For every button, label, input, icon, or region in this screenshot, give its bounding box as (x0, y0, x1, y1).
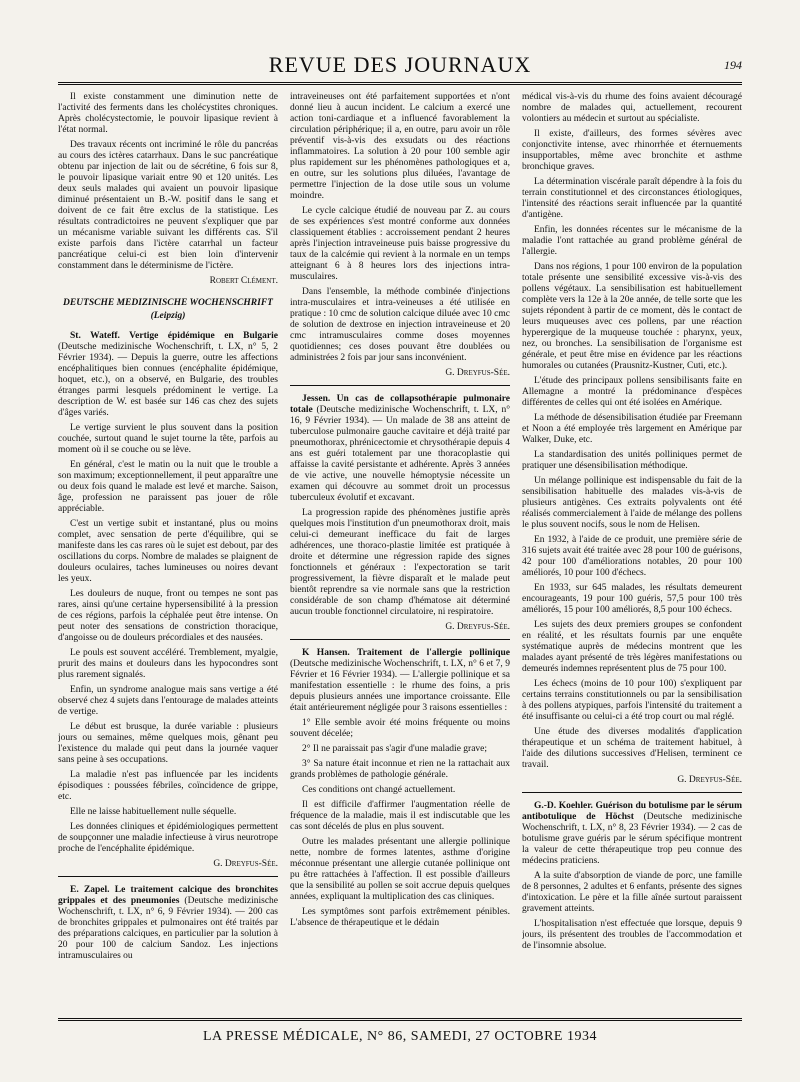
paragraph: Il existe, d'ailleurs, des formes sévères avec conjonctivite intense, avec rhinorrhée et éternuements insupportables, même avec bronchite et asthme bronchique graves. (522, 129, 742, 172)
article-heading: St. Wateff. Vertige épidémique en Bulgarie (70, 331, 278, 341)
divider (290, 385, 510, 386)
divider (522, 792, 742, 793)
paragraph: 2° Il ne paraissait pas s'agir d'une maladie grave; (302, 744, 488, 754)
paragraph: L'étude des principaux pollens sensibilisants faite en Allemagne a montré la prédominance d'espèces différentes de celles qui ont été isolées en Amérique. (522, 376, 742, 408)
paragraph: Les symptômes sont parfois extrêmement pénibles. L'absence de thérapeutique et le dédain (290, 907, 510, 928)
paragraph: L'hospitalisation n'est effectuée que lorsque, depuis 9 jours, ils présentent des troubles de l'accommodation et de l'insomnie absolue. (522, 919, 742, 951)
paragraph: Les données cliniques et épidémiologiques permettent de soupçonner une maladie infectieuse à virus neurotrope proche de l'encéphalite épidémique. (58, 822, 278, 854)
article-paragraph (290, 394, 510, 504)
paragraph: Il est difficile d'affirmer l'augmentation réelle de fréquence de la maladie, mais il est indiscutable que les cas sont décelés de plus en plus souvent. (290, 800, 510, 832)
paragraph: 3° Sa nature était inconnue et rien ne la rattachait aux grands problèmes de pathologie générale. (290, 759, 510, 780)
paragraph: En 1932, à l'aide de ce produit, une première série de 316 sujets avait été traitée avec 28 pour 100 de guérisons, 42 pour 100 d'améliorations notables, 20 pour 100 améliorés, 10 pour 100 d'échecs. (522, 535, 742, 578)
paragraph: Elle ne laisse habituellement nulle séquelle. (70, 807, 237, 817)
author-signature: G. Dreyfus-Sée. (677, 775, 742, 785)
footer-publication-line: LA PRESSE MÉDICALE, N° 86, SAMEDI, 27 OCTOBRE 1934 (58, 1018, 742, 1045)
paragraph: Les douleurs de nuque, front ou tempes ne sont pas rares, ainsi qu'une certaine hypersensibilité à la pression de ces régions, parfois la céphalée peut être intense. On peut noter des sensations de constriction thoracique, d'angoisse ou de douleurs précordiales et des nausées. (58, 589, 278, 643)
paragraph: La maladie n'est pas influencée par les incidents épisodiques : poussées fébriles, coïncidence de grippe, etc. (58, 770, 278, 802)
author-signature: Robert Clément. (209, 276, 278, 286)
paragraph: Des travaux récents ont incriminé le rôle du pancréas au cours des ictères catarrhaux. Dans le suc pancréatique obtenu par injection de lait ou de sécrétine, 6 fois sur 8, le pouvoir lipasique variait entre 90 et 120 unités. Les deux seuls malades qui avaient un pouvoir lipasique diminué présentaient un B.-W. positif dans le sang et doivent de ce fait être exclus de la statistique. Les résultats contradictoires ne peuvent s'expliquer que par un mécanisme variable suivant les différents cas. S'il existe parfois dans l'ictère catarrhal un facteur pancréatique celui-ci est bien loin d'intervenir constamment dans le déterminisme de l'ictère. (58, 140, 278, 271)
paragraph: La détermination viscérale paraît dépendre à la fois du terrain constitutionnel et des circonstances étiologiques, l'intensité des réactions serait influencée par la quantité d'antigène. (522, 177, 742, 220)
article-paragraph (58, 331, 278, 419)
article-heading: Jessen. Un cas de collapsothérapie pulmonaire totale (290, 394, 510, 415)
paragraph: Outre les malades présentant une allergie pollinique nette, nombre de formes latentes, asthme d'origine méconnue présentant une allergie cutanée pollinique ont pu être rattachées à l'affection. Il est possible d'ailleurs que la sensibilité au pollen se soit accrue depuis quelques années, expliquant la multiplication des cas cliniques. (290, 837, 510, 902)
column-1 (58, 92, 278, 1012)
masthead (58, 48, 742, 85)
paragraph: Dans nos régions, 1 pour 100 environ de la population totale présente une sensibilité excessive vis-à-vis des pollens végétaux. La sensibilisation est habituellement complète vers la 12e à la 20e année, de telle sorte que les sujets répondent à partir de ce moment, dès le contact de leurs muqueuses avec ces pollens, par une réaction hyperergique de la muqueuse touchée : pharynx, yeux, nez, ou bronches. La sensibilisation de l'organisme est générale, et peut être mise en évidence par les réactions humorales ou cutanées (Prausnitz-Kustner, Cuti, etc.). (522, 262, 742, 371)
paragraph: En 1933, sur 645 malades, les résultats demeurent encourageants, 19 pour 100 guéris, 57,5 pour 100 très améliorés, 15 pour 100 améliorés, 8,5 pour 100 échecs. (522, 583, 742, 615)
paragraph: Le cycle calcique étudié de nouveau par Z. au cours de ses expériences s'est montré conforme aux données classiquement établies : accroissement pendant 2 heures après l'injection intraveineuse puis baisse progressive du taux de la calcémie qui revient à la normale en un temps atteignant 6 à 8 heures lors des injections intra-musculaires. (290, 206, 510, 282)
column-2 (290, 92, 510, 1012)
divider (58, 876, 278, 877)
article-heading: G.-D. Koehler. Guérison du botulisme par le sérum antibotulique de Höchst (522, 801, 742, 822)
page-title: REVUE DES JOURNAUX (268, 52, 532, 77)
paragraph: Le début est brusque, la durée variable : plusieurs jours ou semaines, même quelques mois, gênant peu l'existence du malade qui peut dans la journée vaquer sans peine à ses occupations. (58, 722, 278, 765)
column-3 (522, 92, 742, 1012)
divider (290, 639, 510, 640)
paragraph: A la suite d'absorption de viande de porc, une famille de 8 personnes, 2 adultes et 6 enfants, présente des signes d'intoxication. Le père et la fille aînée surtout paraissent gravement atteints. (522, 871, 742, 914)
section-heading: DEUTSCHE MEDIZINISCHE WOCHENSCHRIFT (Leipzig) (63, 298, 273, 321)
paragraph: intraveineuses ont été parfaitement supportées et n'ont donné lieu à aucun incident. Le calcium a exercé une action toni-cardiaque et a influencé favorablement la circulation périphérique; il a, en outre, paru avoir un rôle préventif vis-à-vis des exsudats ou des réactions inflammatoires. La solution à 20 pour 100 semble agir plus rapidement sur les phénomènes pathologiques et a, en outre, sur les solutions plus diluées, l'avantage de permettre l'injection de la dose utile sous un volume moindre. (290, 92, 510, 201)
article-paragraph (522, 801, 742, 867)
paragraph: Les sujets des deux premiers groupes se confondent en réalité, et les résultats fournis par une enquête systématique auprès de médecins montrent que les malades ayant présenté de très légères manifestations ou demeurés indemnes représentent plus de 75 pour 100. (522, 620, 742, 674)
paragraph: Le vertige survient le plus souvent dans la position couchée, surtout quand le sujet tourne la tête, parfois au moment où il se couche ou se lève. (58, 423, 278, 455)
article-text: (Deutsche medizinische Wochenschrift, t. LX, n° 6, 9 Février 1934). — 200 cas de bronchites grippales et pulmonaires ont été traités par des préparations calciques, en particulier par la solution à 20 pour 100 de calcium Sandoz. Les injections intramusculaires ou (58, 896, 278, 961)
paragraph: La progression rapide des phénomènes justifie après quelques mois l'institution d'un pneumothorax droit, mais celui-ci demeurant inefficace du fait de larges adhérences, une thoraco-plastie limitée est pratiquée à droite et détermine une régression rapide des signes fonctionnels et généraux : l'expectoration se tarit progressivement, la fièvre disparaît et le malade peut bientôt reprendre sa vie normale sans que la restriction considérable de son champ d'hématose ait déterminé aucun trouble fonctionnel circulatoire, ni respiratoire. (290, 508, 510, 617)
article-text: (Deutsche medizinische Wochenschrift, t. LX, n° 6 et 7, 9 Février et 16 Février 1934). — L'allergie pollinique et sa manifestation essentielle : le rhume des foins, a pris depuis plusieurs années une importance croissante. Elle était antérieurement négligée pour 3 raisons essentielles : (290, 659, 510, 713)
page-number: 194 (724, 58, 742, 72)
author-signature: G. Dreyfus-Sée. (213, 859, 278, 869)
article-paragraph (290, 648, 510, 714)
paragraph: Enfin, les données récentes sur le mécanisme de la maladie l'ont rattachée au grand problème général de l'allergie. (522, 225, 742, 257)
article-text: (Deutsche medizinische Wochenschrift, t. LX, n° 8, 23 Février 1934). — 2 cas de botulisme grave guéris par le sérum spécifique montrent la valeur de cette thérapeutique trop peu connue des médecins praticiens. (522, 812, 742, 866)
text-columns (58, 92, 742, 1012)
paragraph: La standardisation des unités polliniques permet de pratiquer une désensibilisation méthodique. (522, 450, 742, 471)
author-signature: G. Dreyfus-Sée. (445, 368, 510, 378)
article-text: (Deutsche medizinische Wochenschrift, t. LX, n° 16, 9 Février 1934). — Un malade de 38 ans atteint de tuberculose pulmonaire gauche cavitaire et déjà traité par pneumothorax, phrénicectomie et chrysothérapie depuis 4 ans est guéri totalement par une thoracoplastie qui affaisse la cavité persistante et adhérente. Après 3 années de vie active, une nouvelle hémoptysie nécessite un examen qui découvre au sommet droit un processus tuberculeux évolutif et excavant. (290, 405, 510, 503)
paragraph: Un mélange pollinique est indispensable du fait de la sensibilisation habituelle des malades vis-à-vis de plusieurs antigènes. Ces extraits polyvalents ont été réalisés commercialement à l'aide de mélange des pollens le plus souvent nocifs, sous le nom de Helisen. (522, 476, 742, 530)
paragraph: En général, c'est le matin ou la nuit que le trouble a son maximum; exceptionnellement, il peut apparaître une ou deux fois quand le malade est levé et marche. Saison, âge, profession ne paraissent pas jouer de rôle appréciable. (58, 460, 278, 514)
paragraph: 1° Elle semble avoir été moins fréquente ou moins souvent décelée; (290, 718, 510, 739)
paragraph: Les échecs (moins de 10 pour 100) s'expliquent par certains terrains constitutionnels ou par la sensibilisation à des pollens atypiques, parfois l'intensité du traitement a été insuffisante ou celui-ci a été trop court ou mal réglé. (522, 679, 742, 722)
article-heading: K Hansen. Traitement de l'allergie pollinique (302, 648, 510, 658)
author-signature: G. Dreyfus-Sée. (445, 622, 510, 632)
paragraph: Le pouls est souvent accéléré. Tremblement, myalgie, prurit des mains et douleurs dans les hypocondres sont plus rarement signalés. (58, 648, 278, 680)
article-paragraph (58, 885, 278, 962)
paragraph: Une étude des diverses modalités d'application thérapeutique et un schéma de traitement habituel, à l'aide des dilutions successives d'Helisen, terminent ce travail. (522, 727, 742, 770)
article-text: (Deutsche medizinische Wochenschrift, t. LX, n° 5, 2 Février 1934). — Depuis la guerre, outre les affections encéphalitiques bien connues (encéphalite épidémique, hoquet, etc.), on a observé, en Bulgarie, des troubles étranges parmi lesquels prédominent le vertige. La description de W. est basée sur 146 cas chez des sujets d'âges variés. (58, 342, 278, 418)
paragraph: médical vis-à-vis du rhume des foins avaient découragé nombre de malades qui, actuellement, recourent volontiers au médecin et surtout au spécialiste. (522, 92, 742, 124)
paragraph: Ces conditions ont changé actuellement. (302, 785, 456, 795)
paragraph: Enfin, un syndrome analogue mais sans vertige a été observé chez 4 sujets dans l'entourage de malades atteints de vertige. (58, 685, 278, 717)
paragraph: Il existe constamment une diminution nette de l'activité des ferments dans les cholécystites chroniques. Après cholécystectomie, le pouvoir lipasique revient à l'état normal. (58, 92, 278, 135)
article-heading: E. Zapel. Le traitement calcique des bronchites grippales et des pneumonies (58, 885, 278, 906)
paragraph: Dans l'ensemble, la méthode combinée d'injections intra-musculaires et intra-veineuses a été utilisée en pratique : 10 cmc de solution calcique diluée avec 10 cmc de solution de dextrose en injection intraveineuse et 20 cmc intramusculaires comme doses moyennes quotidiennes; ces doses pouvant être doublées ou administrées 2 fois par jour sans inconvénient. (290, 287, 510, 363)
paragraph: La méthode de désensibilisation étudiée par Freemann et Noon a été employée très largement en Amérique par Walker, Duke, etc. (522, 413, 742, 445)
paragraph: C'est un vertige subit et instantané, plus ou moins complet, avec sensation de perte d'équilibre, qui se manifeste dans les cas rares où le sujet est debout, par des oscillations du corps. Nombre de malades se plaignent de douleurs oculaires, taches lumineuses ou noires devant les yeux. (58, 519, 278, 584)
